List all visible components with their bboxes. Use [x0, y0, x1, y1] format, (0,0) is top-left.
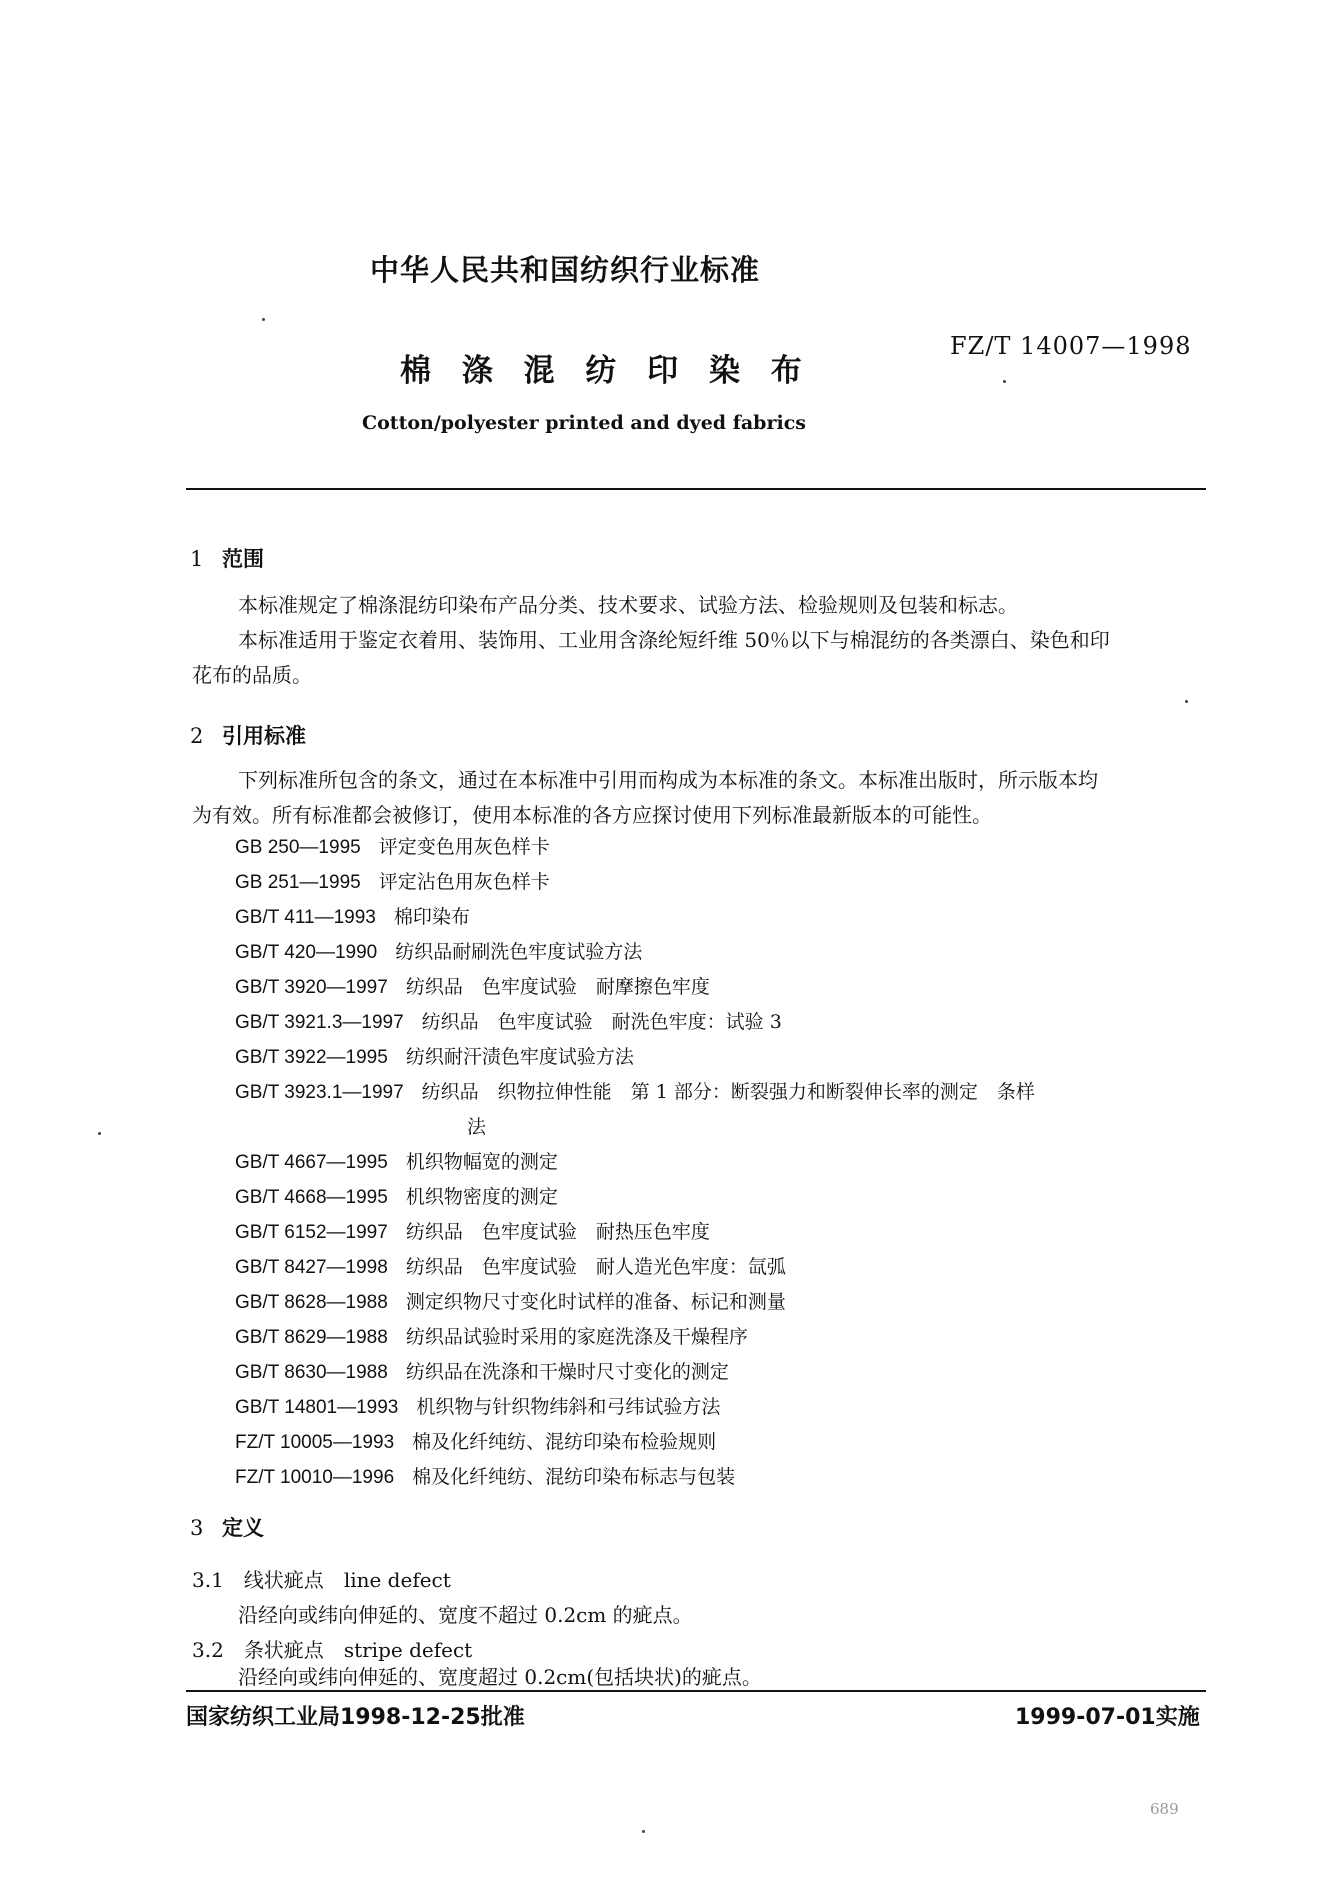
scope-paragraph-2-line-1: 本标准适用于鉴定衣着用、装饰用、工业用含涤纶短纤维 50％以下与棉混纺的各类漂白、染色和印 — [238, 628, 1110, 652]
reference-code: FZ/T 10010—1996 — [235, 1467, 395, 1488]
reference-title: 评定变色用灰色样卡 — [378, 836, 550, 858]
reference-title: 纺织品 色牢度试验 耐摩擦色牢度 — [405, 976, 710, 998]
section-title: 引用标准 — [222, 723, 306, 748]
reference-title: 纺织品 色牢度试验 耐洗色牢度：试验 3 — [421, 1011, 782, 1033]
reference-item — [235, 900, 1215, 935]
reference-title: 纺织品 色牢度试验 耐人造光色牢度：氙弧 — [405, 1256, 786, 1278]
reference-item — [235, 970, 1215, 1005]
reference-item — [235, 1320, 1215, 1355]
reference-item — [235, 830, 1215, 865]
reference-title: 棉印染布 — [393, 906, 470, 928]
reference-title: 机织物密度的测定 — [405, 1186, 558, 1208]
definition-term-english: stripe defect — [343, 1638, 473, 1662]
reference-code: GB/T 8629—1988 — [235, 1327, 388, 1348]
reference-title: 纺织品 色牢度试验 耐热压色牢度 — [405, 1221, 710, 1243]
definition-number: 3.2 — [192, 1638, 224, 1662]
document-title-english: Cotton/polyester printed and dyed fabrics — [362, 412, 806, 434]
reference-item — [235, 1040, 1215, 1075]
reference-title: 机织物与针织物纬斜和弓纬试验方法 — [416, 1396, 721, 1418]
reference-item — [235, 1425, 1215, 1460]
scan-speck — [262, 318, 265, 321]
reference-code: GB/T 6152—1997 — [235, 1222, 388, 1243]
approval-date: 国家纺织工业局1998-12-25批准 — [186, 1705, 525, 1730]
reference-code: GB/T 8630—1988 — [235, 1362, 388, 1383]
scope-paragraph-2-line-2: 花布的品质。 — [192, 663, 312, 687]
reference-title: 机织物幅宽的测定 — [405, 1151, 558, 1173]
reference-code: GB/T 420—1990 — [235, 942, 378, 963]
reference-code: FZ/T 10005—1993 — [235, 1432, 395, 1453]
reference-title: 棉及化纤纯纺、混纺印染布检验规则 — [412, 1431, 717, 1453]
section-title: 定义 — [222, 1515, 264, 1540]
effective-date: 1999-07-01实施 — [1015, 1705, 1200, 1730]
reference-item — [235, 1495, 1215, 1530]
scan-speck — [98, 1132, 101, 1135]
definition-3-1-heading — [192, 1563, 451, 1598]
reference-item — [235, 1145, 1215, 1180]
reference-item — [235, 1180, 1215, 1215]
section-definitions-heading — [190, 1512, 264, 1542]
reference-list — [235, 830, 1215, 1530]
reference-item — [235, 935, 1215, 970]
scope-paragraph-1: 本标准规定了棉涤混纺印染布产品分类、技术要求、试验方法、检验规则及包装和标志。 — [238, 593, 1018, 617]
header-divider — [186, 488, 1206, 490]
section-number: 2 — [190, 724, 204, 748]
reference-item — [235, 1005, 1215, 1040]
issuer-heading: 中华人民共和国纺织行业标准 — [370, 253, 761, 287]
reference-code: GB/T 3923.1—1997 — [235, 1082, 404, 1103]
reference-item — [235, 1075, 1215, 1145]
reference-code: GB 251—1995 — [235, 872, 361, 893]
section-title: 范围 — [222, 546, 264, 571]
page-number: 689 — [1150, 1800, 1179, 1818]
reference-code: GB/T 8628—1988 — [235, 1292, 388, 1313]
definition-term: 线状疵点 — [243, 1568, 324, 1592]
reference-item — [235, 1390, 1215, 1425]
reference-code: GB/T 3920—1997 — [235, 977, 388, 998]
reference-code: GB/T 14801—1993 — [235, 1397, 399, 1418]
reference-title-continuation: 法 — [467, 1116, 487, 1138]
scan-speck — [642, 1830, 645, 1833]
scan-speck — [1003, 380, 1006, 383]
reference-item — [235, 1250, 1215, 1285]
footer-divider — [186, 1690, 1206, 1692]
reference-code: GB/T 8427—1998 — [235, 1257, 388, 1278]
reference-code: GB/T 4668—1995 — [235, 1187, 388, 1208]
section-number: 1 — [190, 547, 204, 571]
reference-item — [235, 865, 1215, 900]
reference-item — [235, 1355, 1215, 1390]
reference-code: GB/T 411—1993 — [235, 907, 376, 928]
standard-code: FZ/T 14007—1998 — [950, 332, 1192, 360]
reference-title: 测定织物尺寸变化时试样的准备、标记和测量 — [405, 1291, 786, 1313]
references-intro-line-2: 为有效。所有标准都会被修订，使用本标准的各方应探讨使用下列标准最新版本的可能性。 — [192, 803, 992, 827]
reference-title: 纺织品耐刷洗色牢度试验方法 — [395, 941, 643, 963]
reference-title: 评定沾色用灰色样卡 — [378, 871, 550, 893]
definition-3-1-text: 沿经向或纬向伸延的、宽度不超过 0.2cm 的疵点。 — [238, 1603, 693, 1627]
reference-code: GB 250—1995 — [235, 837, 361, 858]
definition-3-2-text: 沿经向或纬向伸延的、宽度超过 0.2cm(包括块状)的疵点。 — [238, 1665, 762, 1689]
reference-title: 纺织品试验时采用的家庭洗涤及干燥程序 — [405, 1326, 748, 1348]
document-title: 棉 涤 混 纺 印 染 布 — [400, 353, 812, 389]
definition-term: 条状疵点 — [243, 1638, 324, 1662]
scan-speck — [1185, 700, 1188, 703]
section-references-heading — [190, 720, 306, 750]
definition-term-english: line defect — [343, 1568, 451, 1592]
reference-item — [235, 1460, 1215, 1495]
reference-code: GB/T 3922—1995 — [235, 1047, 388, 1068]
reference-title: 棉及化纤纯纺、混纺印染布标志与包装 — [412, 1466, 736, 1488]
reference-code: GB/T 4667—1995 — [235, 1152, 388, 1173]
reference-item — [235, 1285, 1215, 1320]
reference-title: 纺织品 织物拉伸性能 第 1 部分：断裂强力和断裂伸长率的测定 条样 — [421, 1081, 1035, 1103]
section-scope-heading — [190, 543, 264, 573]
definition-number: 3.1 — [192, 1568, 224, 1592]
section-number: 3 — [190, 1516, 204, 1540]
reference-item — [235, 1215, 1215, 1250]
references-intro-line-1: 下列标准所包含的条文，通过在本标准中引用而构成为本标准的条文。本标准出版时，所示版本均 — [238, 768, 1098, 792]
reference-title: 纺织耐汗渍色牢度试验方法 — [405, 1046, 634, 1068]
reference-title: 纺织品在洗涤和干燥时尺寸变化的测定 — [405, 1361, 729, 1383]
reference-code: GB/T 3921.3—1997 — [235, 1012, 404, 1033]
